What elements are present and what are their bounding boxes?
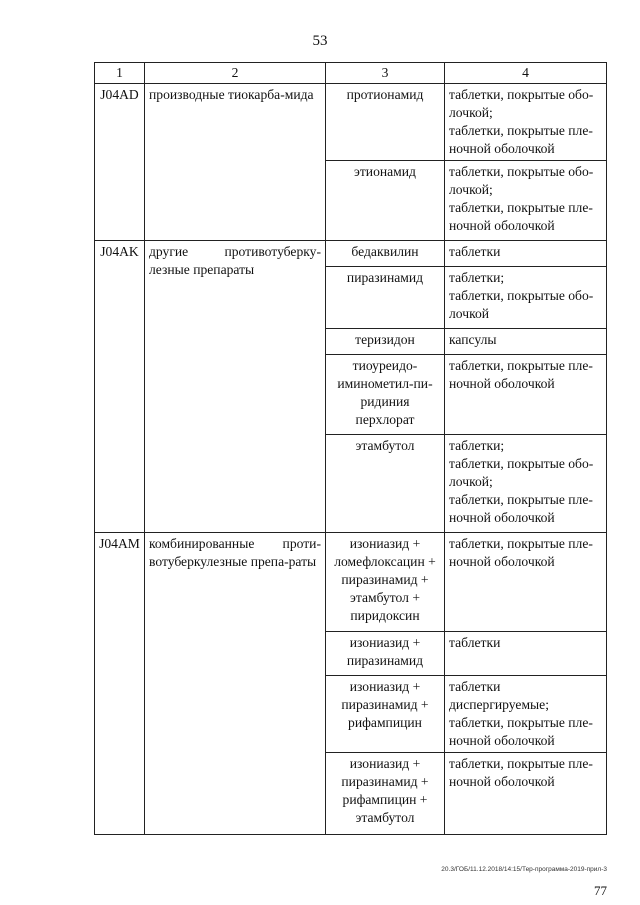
group-name: другие противотуберку-лезные препараты <box>145 241 326 533</box>
drug-name: бедаквилин <box>326 241 445 267</box>
column-header: 2 <box>145 63 326 84</box>
column-header: 1 <box>95 63 145 84</box>
dosage-form: таблетки, покрытые пле-ночной оболочкой <box>445 355 607 435</box>
drug-name: тиоуреидо-иминометил-пи-ридиния перхлорат <box>326 355 445 435</box>
document-reference: 20.3/ГОБ/11.12.2018/14:15/Тер-программа-2019-прил-3 <box>441 866 607 873</box>
atc-code: J04AD <box>95 84 145 241</box>
dosage-form: таблетки, покрытые обо-лочкой; таблетки, покрытые пле-ночной оболочкой <box>445 84 607 161</box>
dosage-form: таблетки <box>445 632 607 676</box>
drug-name: изониазид + пиразинамид + рифампицин <box>326 676 445 753</box>
table-row <box>95 533 607 632</box>
drug-name: изониазид + ломефлоксацин + пиразинамид + этамбутол + пиридоксин <box>326 533 445 632</box>
column-header: 3 <box>326 63 445 84</box>
drug-table <box>94 62 607 835</box>
drug-name: изониазид + пиразинамид + рифампицин + этамбутол <box>326 753 445 835</box>
drug-name: этионамид <box>326 161 445 241</box>
atc-code: J04AK <box>95 241 145 533</box>
group-name: комбинированные проти-вотуберкулезные препа-раты <box>145 533 326 835</box>
dosage-form: таблетки, покрытые пле-ночной оболочкой <box>445 533 607 632</box>
page-number: 53 <box>312 33 328 49</box>
dosage-form: таблетки, покрытые пле-ночной оболочкой <box>445 753 607 835</box>
group-name: производные тиокарба-мида <box>145 84 326 241</box>
atc-code: J04AM <box>95 533 145 835</box>
dosage-form: таблетки; таблетки, покрытые обо-лочкой; таблетки, покрытые пле-ночной оболочкой <box>445 435 607 533</box>
table-row <box>95 241 607 267</box>
table-row <box>95 84 607 161</box>
column-header: 4 <box>445 63 607 84</box>
dosage-form: таблетки, покрытые обо-лочкой; таблетки, покрытые пле-ночной оболочкой <box>445 161 607 241</box>
drug-name: теризидон <box>326 329 445 355</box>
drug-name: этамбутол <box>326 435 445 533</box>
dosage-form: таблетки; таблетки, покрытые обо-лочкой <box>445 267 607 329</box>
drug-name: пиразинамид <box>326 267 445 329</box>
drug-name: изониазид + пиразинамид <box>326 632 445 676</box>
dosage-form: капсулы <box>445 329 607 355</box>
drug-name: протионамид <box>326 84 445 161</box>
sheet-number: 77 <box>594 883 607 898</box>
table-header-row <box>95 63 607 84</box>
dosage-form: таблетки диспергируемые; таблетки, покрытые пле-ночной оболочкой <box>445 676 607 753</box>
dosage-form: таблетки <box>445 241 607 267</box>
